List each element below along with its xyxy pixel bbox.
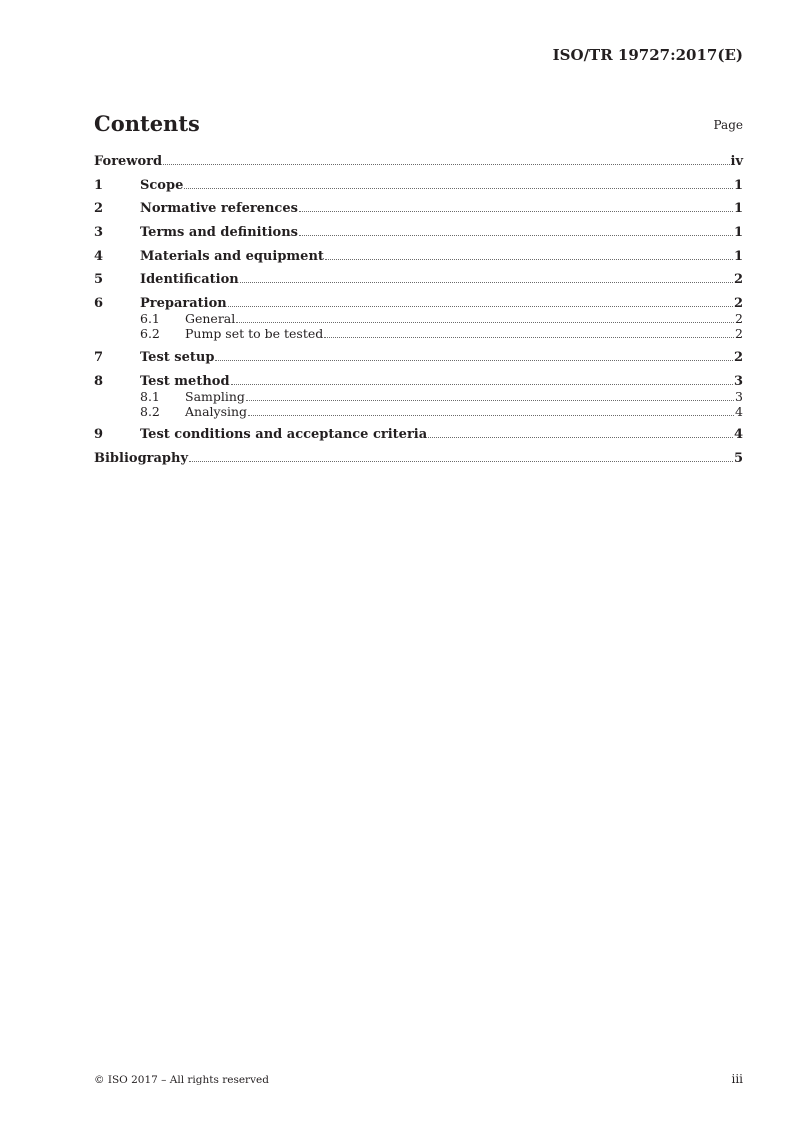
toc-entry-page: 3	[733, 373, 743, 389]
toc-entry-number: 5	[94, 272, 104, 288]
page-column-label: Page	[713, 118, 743, 132]
dot-leader	[163, 154, 729, 165]
toc-subentry-page: 3	[735, 388, 743, 404]
toc-entry-page: 1	[733, 225, 743, 241]
toc-entry-title: Test method	[140, 373, 230, 389]
toc-entry-bibliography[interactable]	[94, 451, 743, 466]
table-of-contents	[94, 154, 743, 475]
toc-entry-title: Preparation	[140, 296, 227, 312]
toc-entry-test-conditions[interactable]	[94, 427, 743, 442]
toc-subentry-page: 4	[735, 403, 743, 419]
toc-entry-title: Test conditions and acceptance criteria	[140, 427, 428, 443]
toc-entry-number: 4	[94, 248, 104, 264]
toc-subentry-page: 2	[735, 326, 743, 342]
toc-entry-scope[interactable]	[94, 178, 743, 193]
toc-entry-number: 8	[94, 373, 104, 389]
dot-leader	[248, 405, 734, 416]
toc-subentry-title: Analysing	[185, 403, 248, 419]
toc-entry-page: 5	[733, 450, 743, 466]
dot-leader	[299, 201, 733, 212]
dot-leader	[184, 178, 733, 189]
toc-entry-page: 2	[733, 349, 743, 365]
toc-subentry-page: 2	[735, 311, 743, 327]
toc-entry-page: 1	[733, 177, 743, 193]
dot-leader	[324, 327, 734, 338]
toc-subentry-title: Pump set to be tested	[185, 326, 324, 342]
toc-subentry-number: 8.2	[140, 403, 160, 419]
toc-subentry-sampling[interactable]	[94, 389, 743, 404]
toc-entry-page: 2	[733, 272, 743, 288]
toc-entry-test-setup[interactable]	[94, 350, 743, 365]
toc-entry-preparation[interactable]	[94, 296, 743, 311]
toc-subentry-general[interactable]	[94, 311, 743, 326]
toc-entry-page: 1	[733, 201, 743, 217]
toc-entry-foreword[interactable]	[94, 154, 743, 169]
toc-entry-number: 9	[94, 427, 104, 443]
toc-entry-title: Normative references	[140, 201, 298, 217]
toc-entry-number: 6	[94, 296, 104, 312]
toc-subentry-number: 6.1	[140, 311, 160, 327]
dot-leader	[299, 225, 733, 236]
toc-subentry-title: Sampling	[185, 388, 245, 404]
toc-subentry-number: 6.2	[140, 326, 160, 342]
toc-entry-number: 7	[94, 349, 104, 365]
document-id: ISO/TR 19727:2017(E)	[552, 46, 743, 64]
toc-subentry-title: General	[185, 311, 236, 327]
dot-leader	[189, 451, 733, 462]
toc-entry-materials-and-equipment[interactable]	[94, 249, 743, 264]
toc-entry-number: 1	[94, 177, 104, 193]
toc-entry-test-method[interactable]	[94, 374, 743, 389]
dot-leader	[246, 390, 734, 401]
dot-leader	[231, 374, 733, 385]
toc-entry-title: Materials and equipment	[140, 248, 324, 264]
toc-entry-normative-references[interactable]	[94, 201, 743, 216]
toc-entry-title: Scope	[140, 177, 184, 193]
toc-entry-number: 3	[94, 225, 104, 241]
contents-title: Contents	[94, 111, 200, 136]
toc-entry-page: 1	[733, 248, 743, 264]
toc-entry-page: 4	[733, 427, 743, 443]
toc-subentry-analysing[interactable]	[94, 404, 743, 419]
toc-entry-title: Identification	[140, 272, 239, 288]
toc-entry-identification[interactable]	[94, 272, 743, 287]
dot-leader	[240, 272, 733, 283]
dot-leader	[236, 312, 734, 323]
toc-entry-terms-and-definitions[interactable]	[94, 225, 743, 240]
dot-leader	[428, 427, 733, 438]
toc-subentry-pump-set[interactable]	[94, 326, 743, 341]
page-number: iii	[731, 1072, 743, 1086]
toc-entry-title: Bibliography	[94, 450, 189, 466]
toc-entry-title: Foreword	[94, 154, 163, 169]
dot-leader	[215, 350, 733, 361]
toc-entry-page: iv	[730, 154, 743, 169]
dot-leader	[228, 296, 733, 307]
toc-entry-title: Test setup	[140, 349, 215, 365]
copyright-notice: © ISO 2017 – All rights reserved	[94, 1074, 269, 1086]
toc-subentry-number: 8.1	[140, 388, 160, 404]
dot-leader	[325, 249, 733, 260]
toc-entry-number: 2	[94, 201, 104, 217]
toc-entry-page: 2	[733, 296, 743, 312]
toc-entry-title: Terms and definitions	[140, 225, 298, 241]
